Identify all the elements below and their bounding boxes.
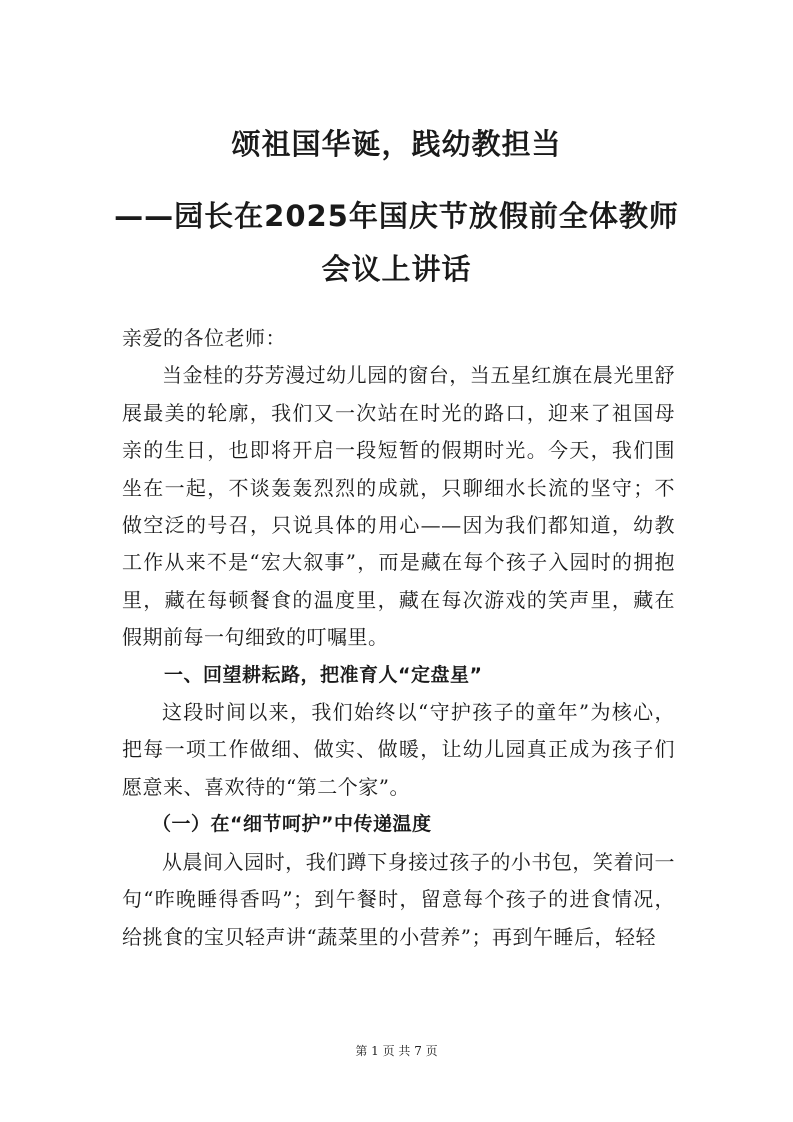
title-line-2: ——园长在2025年国庆节放假前全体教师 (114, 199, 679, 233)
page-footer: 第 1 页 共 7 页 (355, 1044, 438, 1058)
title-line-1: 颂祖国华诞，践幼教担当 (231, 127, 562, 161)
title-line-3: 会议上讲话 (321, 252, 472, 286)
paragraph-1: 当金桂的芬芳漫过幼儿园的窗台，当五星红旗在晨光里舒展最美的轮廓，我们又一次站在时光的路口，迎来了祖国母亲的生日，也即将开启一段短暂的假期时光。今天，我们围坐在一起，不谈轰轰烈烈的成就，只聊细水长流的坚守；不做空泛的号召，只说具体的用心——因为我们都知道，幼教工作从来不是“宏大叙事”，而是藏在每个孩子入园时的拥抱里，藏在每顿餐食的温度里，藏在每次游戏的笑声里，藏在假期前每一句细致的叮嘱里。 (122, 363, 675, 650)
paragraph-2: 这段时间以来，我们始终以“守护孩子的童年”为核心，把每一项工作做细、做实、做暖，让幼儿园真正成为孩子们愿意来、喜欢待的“第二个家”。 (122, 700, 675, 799)
document-body (122, 320, 675, 956)
subsection-1-heading: （一）在“细节呵护”中传递温度 (152, 813, 432, 836)
section-1-heading: 一、回望耕耘路，把准育人“定盘星” (164, 663, 483, 686)
paragraph-3: 从晨间入园时，我们蹲下身接过孩子的小书包，笑着问一句“昨晚睡得香吗”；到午餐时，留意每个孩子的进食情况，给挑食的宝贝轻声讲“蔬菜里的小营养”；再到午睡后，轻轻 (122, 849, 675, 949)
salutation: 亲爱的各位老师： (122, 326, 286, 350)
